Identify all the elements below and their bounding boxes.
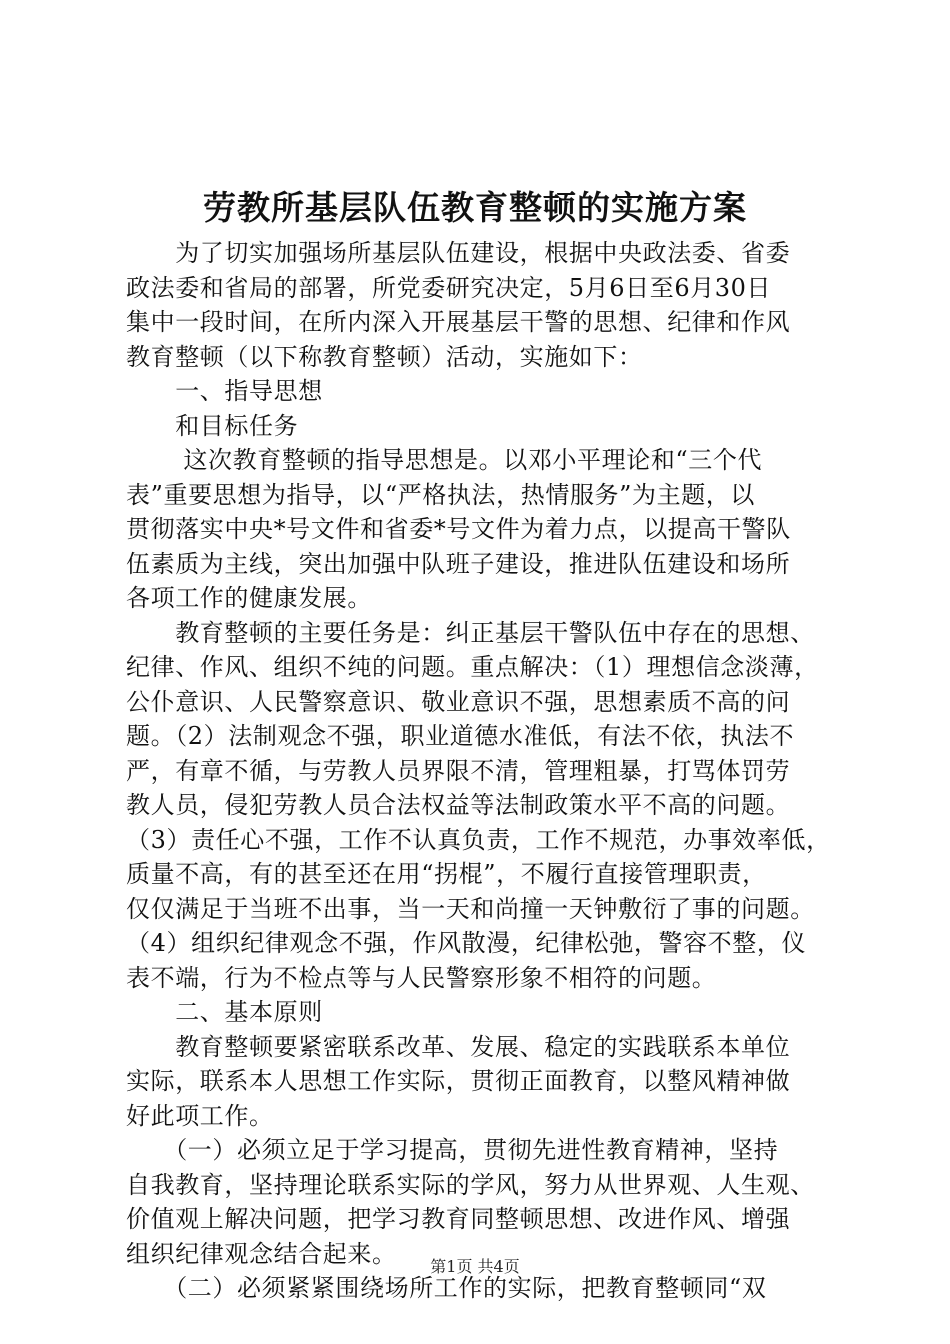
page-footer: 第1页 共4页 [430, 1257, 520, 1276]
document-body [126, 236, 832, 1306]
body-line: （3）责任心不强，工作不认真负责，工作不规范，办事效率低， [126, 825, 831, 854]
body-line: 公仆意识、人民警察意识、敬业意识不强，思想素质不高的问 [126, 687, 791, 716]
body-line: 实际，联系本人思想工作实际，贯彻正面教育，以整风精神做 [126, 1067, 791, 1095]
body-line: 伍素质为主线，突出加强中队班子建设，推进队伍建设和场所 [126, 549, 791, 578]
body-line: 二、基本原则 [126, 998, 323, 1026]
body-line: 各项工作的健康发展。 [126, 584, 372, 612]
body-line: 表”重要思想为指导，以“严格执法，热情服务”为主题，以 [126, 480, 756, 509]
document-title: 劳教所基层队伍教育整顿的实施方案 [203, 188, 747, 227]
body-line: 教育整顿（以下称教育整顿）活动，实施如下： [126, 342, 643, 371]
body-line: 政法委和省局的部署，所党委研究决定，5月6日至6月30日 [126, 273, 772, 302]
body-line: 题。（2）法制观念不强，职业道德水准低，有法不依，执法不 [126, 722, 795, 750]
body-line: 仅仅满足于当班不出事，当一天和尚撞一天钟敷衍了事的问题。 [126, 894, 815, 923]
body-line: 质量不高，有的甚至还在用“拐棍”，不履行直接管理职责， [126, 860, 767, 888]
body-line: 严，有章不循，与劳教人员界限不清，管理粗暴，打骂体罚劳 [126, 756, 791, 785]
body-line: 表不端，行为不检点等与人民警察形象不相符的问题。 [126, 963, 717, 992]
body-line: 和目标任务 [126, 411, 299, 440]
body-line: 教育整顿要紧密联系改革、发展、稳定的实践联系本单位 [126, 1032, 791, 1061]
body-line: （二）必须紧紧围绕场所工作的实际，把教育整顿同“双 [126, 1274, 767, 1302]
body-line: 这次教育整顿的指导思想是。以邓小平理论和“三个代 [126, 446, 763, 474]
body-line: 一、指导思想 [126, 377, 323, 405]
body-line: 教育整顿的主要任务是：纠正基层干警队伍中存在的思想、 [126, 618, 815, 647]
body-line: 贯彻落实中央*号文件和省委*号文件为着力点，以提高干警队 [126, 515, 791, 543]
body-line: 好此项工作。 [126, 1101, 274, 1130]
body-line: 集中一段时间，在所内深入开展基层干警的思想、纪律和作风 [126, 308, 791, 336]
body-line: 为了切实加强场所基层队伍建设，根据中央政法委、省委 [126, 239, 791, 267]
body-line: （一）必须立足于学习提高，贯彻先进性教育精神，坚持 [126, 1136, 779, 1164]
body-line: 组织纪律观念结合起来。 [126, 1239, 397, 1268]
body-line: 价值观上解决问题，把学习教育同整顿思想、改进作风、增强 [126, 1205, 791, 1233]
body-line: （4）组织纪律观念不强，作风散漫，纪律松弛，警容不整，仪 [126, 929, 807, 957]
body-line: 自我教育，坚持理论联系实际的学风，努力从世界观、人生观、 [126, 1170, 815, 1199]
body-line: 纪律、作风、组织不纯的问题。重点解决：（1）理想信念淡薄， [126, 653, 819, 681]
body-line: 教人员，侵犯劳教人员合法权益等法制政策水平不高的问题。 [126, 791, 791, 819]
